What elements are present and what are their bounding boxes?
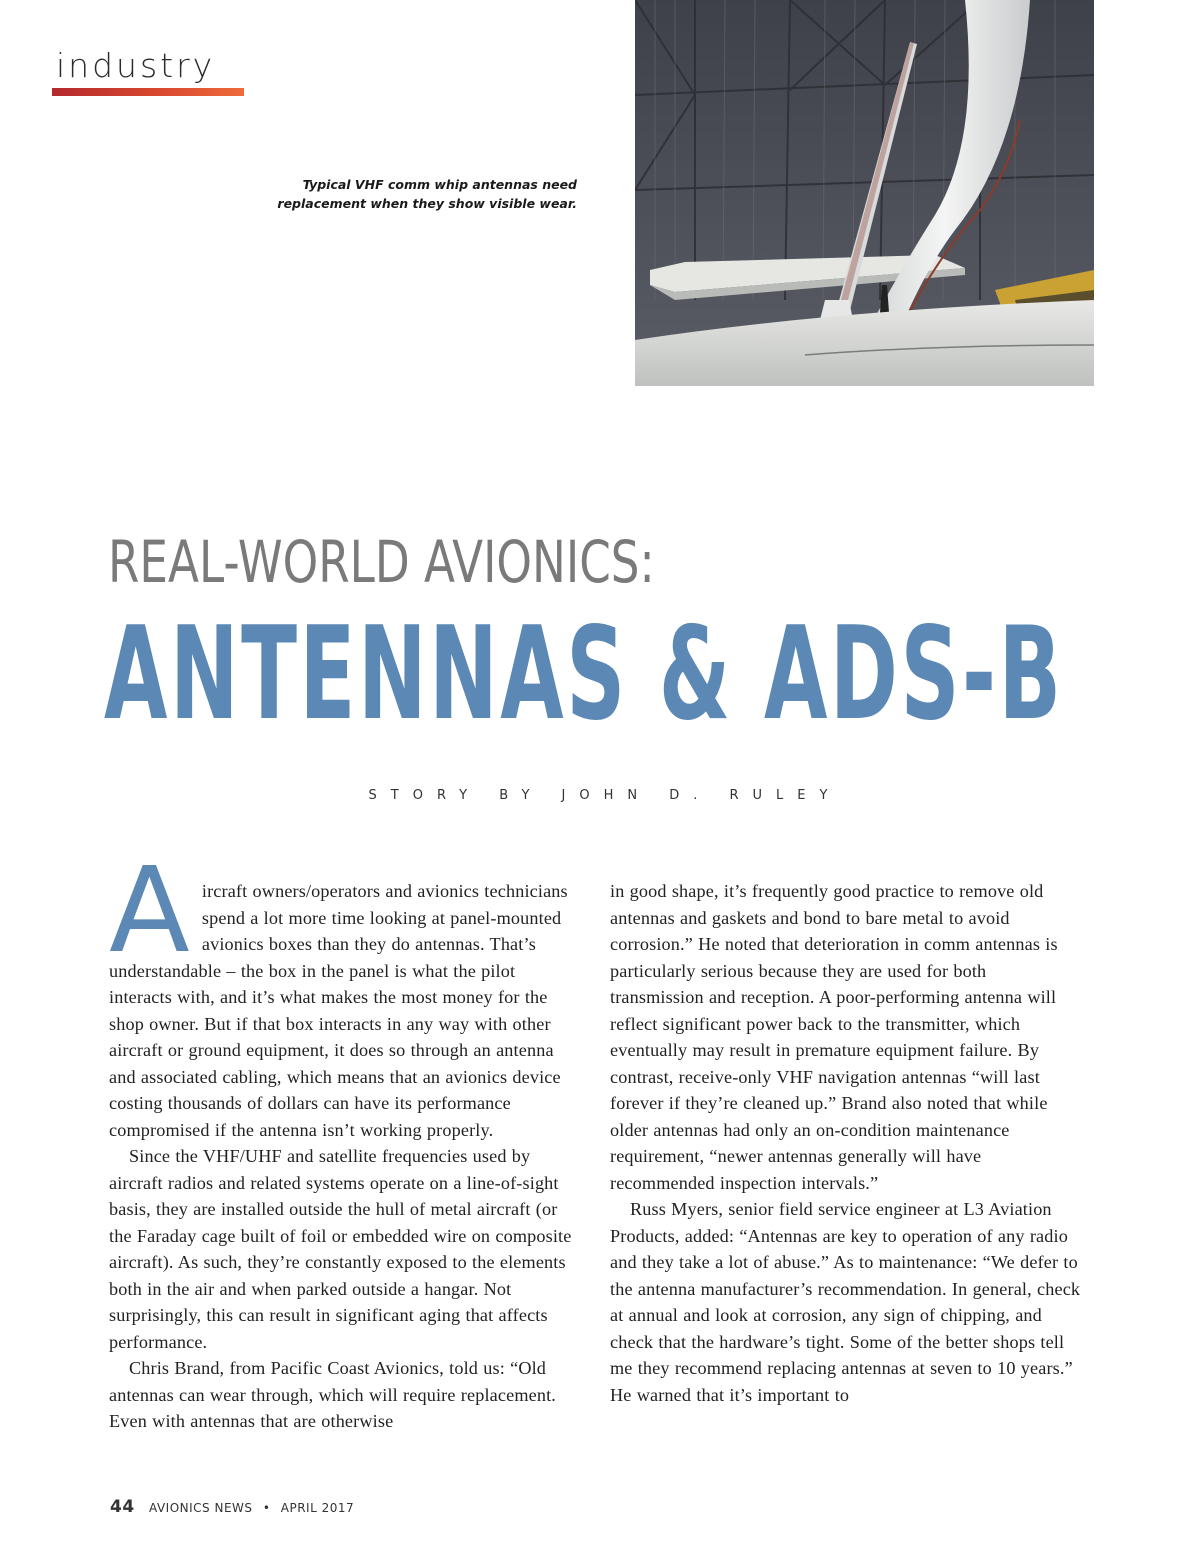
- paragraph: Since the VHF/UHF and satellite frequencies used by aircraft radios and related systems operate on a line-of-sight basis, they are installed outside the hull of metal aircraft (or the Faraday cage built of foil or embedded wire on composite aircraft). As such, they’re constantly exposed to the elements both in the air and when parked outside a hangar. Not surprisingly, this can result in significant aging that affects performance.: [109, 1146, 572, 1352]
- publication-name: AVIONICS NEWS: [149, 1501, 253, 1515]
- body-column-right: [610, 878, 1082, 1408]
- paragraph: in good shape, it’s frequently good practice to remove old antennas and gaskets and bond to bare metal to avoid corrosion.” He noted that deterioration in comm antennas is particularly serious because they are used for both transmission and reception. A poor-performing antenna will reflect significant power back to the transmitter, which eventually may result in premature equipment failure. By contrast, receive-only VHF navigation antennas “will last forever if they’re cleaned up.” Brand also noted that while older antennas had only an on-condition maintenance requirement, “newer antennas generally will have recommended inspection intervals.”: [610, 881, 1058, 1193]
- section-label: industry: [56, 46, 216, 85]
- section-rule: [52, 88, 244, 96]
- photo-caption: Typical VHF comm whip antennas need replacement when they show visible wear.: [277, 177, 577, 211]
- paragraph-text: ircraft owners/operators and avionics technicians spend a lot more time looking at panel-mounted avionics boxes than they do antennas. That’s understandable – the box in the panel is what the pilot interacts with, and it’s what makes the most money for the shop owner. But if that box interacts in any way with other aircraft or ground equipment, it does so through an antenna and associated cabling, which means that an avionics device costing thousands of dollars can have its performance compromised if the antenna isn’t working properly.: [109, 881, 568, 1140]
- page-number: 44: [110, 1497, 135, 1517]
- paragraph: Chris Brand, from Pacific Coast Avionics, told us: “Old antennas can wear through, which will require replacement. Even with antennas that are otherwise: [109, 1358, 557, 1431]
- page-footer: [110, 1497, 354, 1517]
- headline-main: ANTENNAS & ADS-B: [104, 600, 1064, 749]
- drop-cap: A: [109, 841, 190, 979]
- aircraft-antenna-photo: [635, 0, 1094, 386]
- byline: STORY BY JOHN D. RULEY: [368, 788, 842, 803]
- issue-date: APRIL 2017: [280, 1501, 355, 1515]
- paragraph: [109, 841, 579, 1143]
- body-column-left: [109, 841, 579, 1435]
- headline-kicker: REAL-WORLD AVIONICS:: [108, 528, 655, 596]
- paragraph: Russ Myers, senior field service engineer at L3 Aviation Products, added: “Antennas are key to operation of any radio and they take a lot of abuse.” As to maintenance: “We defer to the antenna manufacturer’s recommendation. In general, check at annual and look at corrosion, any sign of chipping, and check that the hardware’s tight. Some of the better shops tell me they recommend replacing antennas at seven to 10 years.” He warned that it’s important to: [610, 1199, 1081, 1405]
- footer-bullet: •: [262, 1501, 271, 1515]
- antenna-photo-illustration: [635, 0, 1094, 386]
